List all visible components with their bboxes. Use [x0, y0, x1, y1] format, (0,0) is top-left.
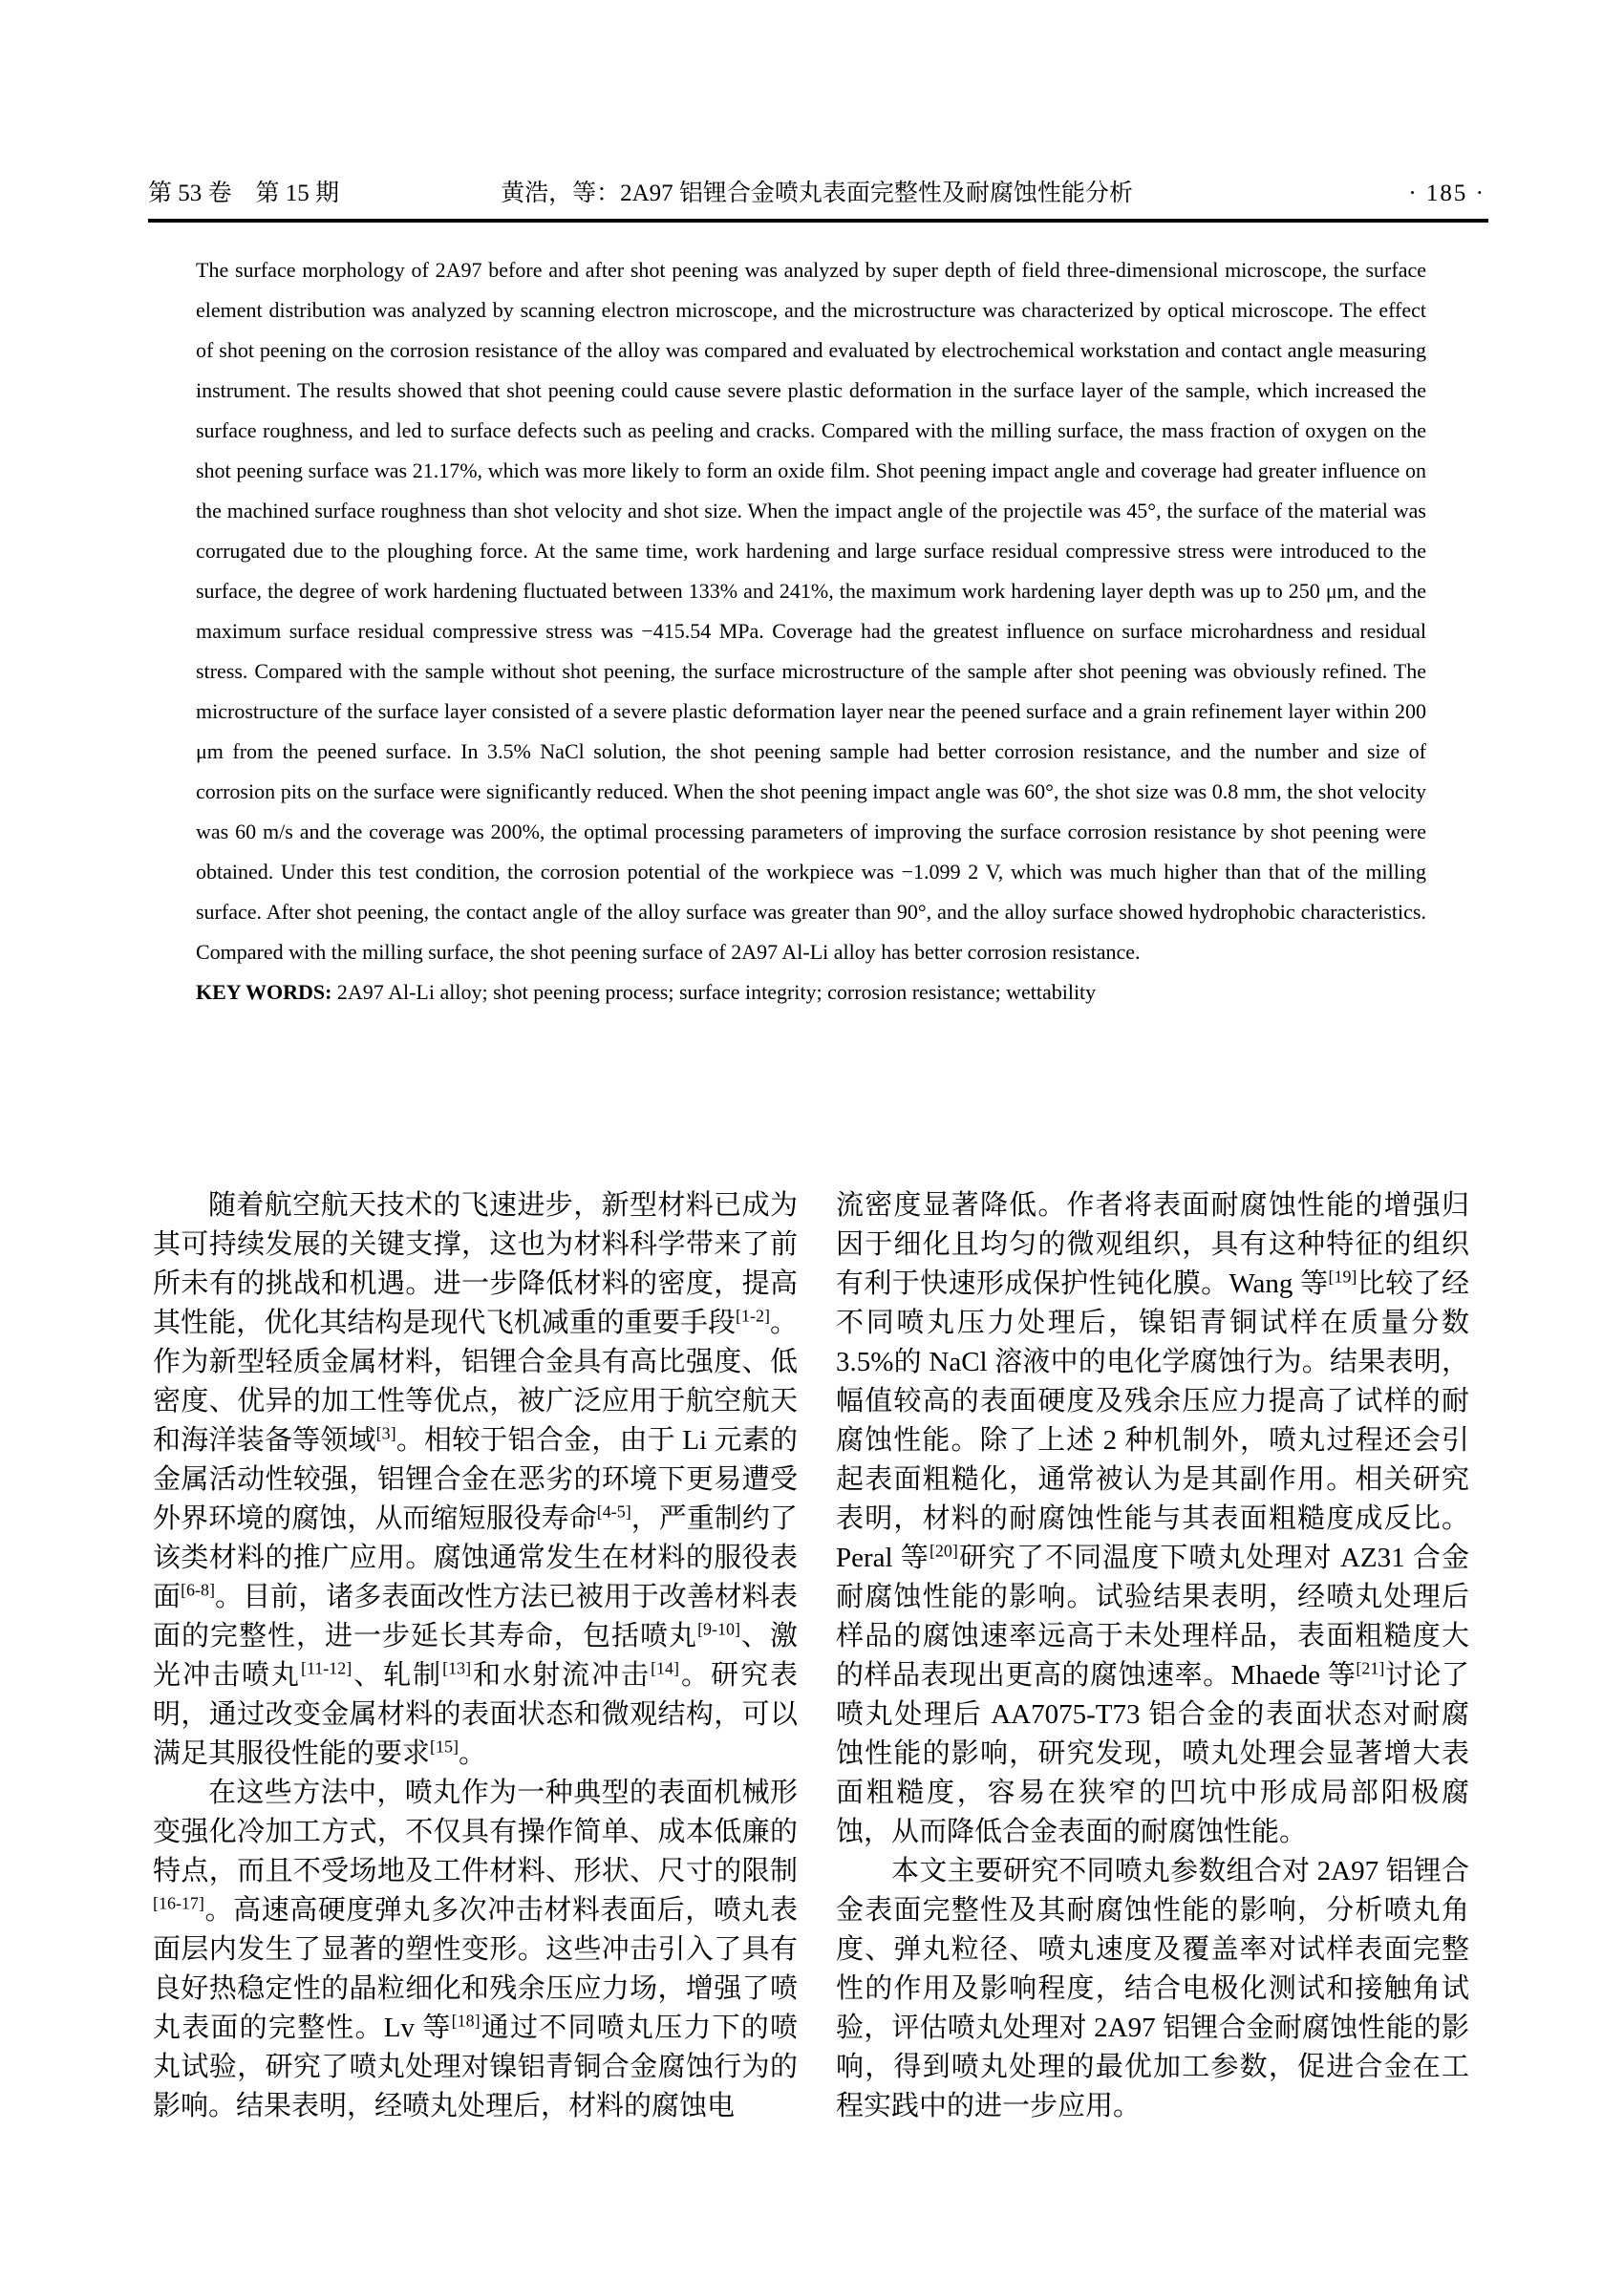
reference-superscript: [21]: [1356, 1658, 1385, 1678]
reference-superscript: [6-8]: [181, 1580, 215, 1600]
reference-superscript: [18]: [451, 2011, 481, 2031]
reference-superscript: [20]: [929, 1541, 958, 1561]
page-header: [148, 178, 1485, 210]
body-paragraph: 在这些方法中，喷丸作为一种典型的表面机械形变强化冷加工方式，不仅具有操作简单、成本低廉的特点，而且不受场地及工件材料、形状、尺寸的限制[16-17]。高速高硬度弹丸多次冲击材料表面后，喷丸表面层内发生了显著的塑性变形。这些冲击引入了具有良好热稳定性的晶粒细化和残余压应力场，增强了喷丸表面的完整性。Lv 等[18]通过不同喷丸压力下的喷丸试验，研究了喷丸处理对镍铝青铜合金腐蚀行为的影响。结果表明，经喷丸处理后，材料的腐蚀电: [153, 1778, 798, 2121]
header-rule: [148, 219, 1488, 223]
body-paragraph: 本文主要研究不同喷丸参数组合对 2A97 铝锂合金表面完整性及其耐腐蚀性能的影响，分析喷丸角度、弹丸粒径、喷丸速度及覆盖率对试样表面完整性的作用及影响程度，结合电极化测试和接触角试验，评估喷丸处理对 2A97 铝锂合金耐腐蚀性能的影响，得到喷丸处理的最优加工参数，促进合金在工程实践中的进一步应用。: [836, 1856, 1469, 2121]
right-column: [836, 1186, 1469, 2126]
reference-superscript: [11-12]: [300, 1658, 353, 1678]
body-text: [153, 1186, 1469, 2126]
reference-superscript: [16-17]: [153, 1893, 204, 1913]
reference-superscript: [13]: [442, 1658, 472, 1678]
reference-superscript: [1-2]: [736, 1306, 770, 1326]
running-title: 黄浩，等：2A97 铝锂合金喷丸表面完整性及耐腐蚀性能分析: [501, 181, 1133, 206]
page-number: · 185 ·: [1408, 181, 1485, 206]
abstract-text: The surface morphology of 2A97 before and after shot peening was analyzed by super depth of field three-dimensional microscope, the surface element distribution was analyzed by scanning electron microscope, and the microstructure was characterized by optical microscope. The effect of shot peening on the corrosion resistance of the alloy was compared and evaluated by electrochemical workstation and contact angle measuring instrument. The results showed that shot peening could cause severe plastic deformation in the surface layer of the sample, which increased the surface roughness, and led to surface defects such as peeling and cracks. Compared with the milling surface, the mass fraction of oxygen on the shot peening surface was 21.17%, which was more likely to form an oxide film. Shot peening impact angle and coverage had greater influence on the machined surface roughness than shot velocity and shot size. When the impact angle of the projectile was 45°, the surface of the material was corrugated due to the ploughing force. At the same time, work hardening and large surface residual compressive stress were introduced to the surface, the degree of work hardening fluctuated between 133% and 241%, the maximum work hardening layer depth was up to 250 μm, and the maximum surface residual compressive stress was −415.54 MPa. Coverage had the greatest influence on surface microhardness and residual stress. Compared with the sample without shot peening, the surface microstructure of the sample after shot peening was obviously refined. The microstructure of the surface layer consisted of a severe plastic deformation layer near the peened surface and a grain refinement layer within 200 μm from the peened surface. In 3.5% NaCl solution, the shot peening sample had better corrosion resistance, and the number and size of corrosion pits on the surface were significantly reduced. When the shot peening impact angle was 60°, the shot size was 0.8 mm, the shot velocity was 60 m/s and the coverage was 200%, the optimal processing parameters of improving the surface corrosion resistance by shot peening were obtained. Under this test condition, the corrosion potential of the workpiece was −1.099 2 V, which was much higher than that of the milling surface. After shot peening, the contact angle of the alloy surface was greater than 90°, and the alloy surface showed hydrophobic characteristics. Compared with the milling surface, the shot peening surface of 2A97 Al-Li alloy has better corrosion resistance.: [196, 258, 1426, 964]
reference-superscript: [15]: [430, 1737, 459, 1757]
reference-superscript: [14]: [651, 1658, 679, 1678]
keywords-label: KEY WORDS:: [196, 980, 332, 1004]
left-column: [153, 1186, 798, 2126]
reference-superscript: [9-10]: [697, 1619, 740, 1639]
keywords-text: 2A97 Al-Li alloy; shot peening process; surface integrity; corrosion resistance; wettability: [331, 980, 1097, 1004]
reference-superscript: [19]: [1328, 1267, 1357, 1287]
body-paragraph: 流密度显著降低。作者将表面耐腐蚀性能的增强归因于细化且均匀的微观组织，具有这种特征的组织有利于快速形成保护性钝化膜。Wang 等[19]比较了经不同喷丸压力处理后，镍铝青铜试样在质量分数 3.5%的 NaCl 溶液中的电化学腐蚀行为。结果表明，幅值较高的表面硬度及残余压应力提高了试样的耐腐蚀性能。除了上述 2 种机制外，喷丸过程还会引起表面粗糙化，通常被认为是其副作用。相关研究表明，材料的耐腐蚀性能与其表面粗糙度成反比。Peral 等[20]研究了不同温度下喷丸处理对 AZ31 合金耐腐蚀性能的影响。试验结果表明，经喷丸处理后样品的腐蚀速率远高于未处理样品，表面粗糙度大的样品表现出更高的腐蚀速率。Mhaede 等[21]讨论了喷丸处理后 AA7075-T73 铝合金的表面状态对耐腐蚀性能的影响，研究发现，喷丸处理会显著增大表面粗糙度，容易在狭窄的凹坑中形成局部阳极腐蚀，从而降低合金表面的耐腐蚀性能。: [836, 1190, 1469, 1847]
reference-superscript: [3]: [375, 1423, 396, 1443]
abstract-section: [196, 250, 1426, 1012]
keywords-line: [196, 972, 1426, 1012]
reference-superscript: [4-5]: [596, 1502, 631, 1522]
body-paragraph: 随着航空航天技术的飞速进步，新型材料已成为其可持续发展的关键支撑，这也为材料科学带来了前所未有的挑战和机遇。进一步降低材料的密度，提高其性能，优化其结构是现代飞机减重的重要手段[1-2]。作为新型轻质金属材料，铝锂合金具有高比强度、低密度、优异的加工性等优点，被广泛应用于航空航天和海洋装备等领域[3]。相较于铝合金，由于 Li 元素的金属活动性较强，铝锂合金在恶劣的环境下更易遭受外界环境的腐蚀，从而缩短服役寿命[4-5]，严重制约了该类材料的推广应用。腐蚀通常发生在材料的服役表面[6-8]。目前，诸多表面改性方法已被用于改善材料表面的完整性，进一步延长其寿命，包括喷丸[9-10]、激光冲击喷丸[11-12]、轧制[13]和水射流冲击[14]。研究表明，通过改变金属材料的表面状态和微观结构，可以满足其服役性能的要求[15]。: [153, 1190, 798, 1769]
volume-issue: 第 53 卷 第 15 期: [148, 181, 340, 206]
